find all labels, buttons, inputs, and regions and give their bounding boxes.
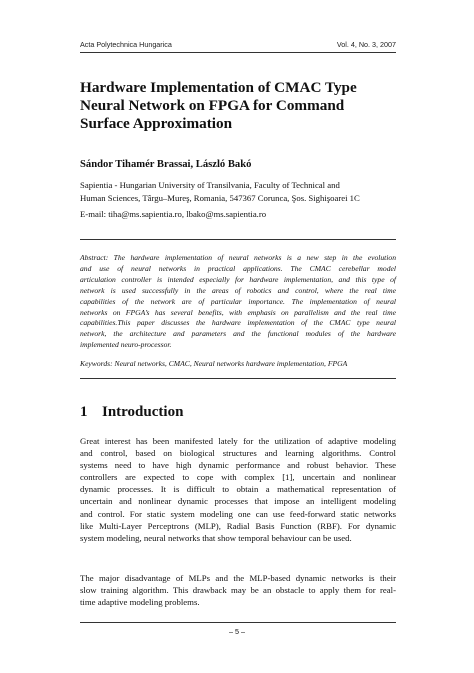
keywords: Keywords: Neural networks, CMAC, Neural networks hardware implementation, FPGA — [80, 359, 348, 368]
abstract-line: articulation controller is intended especially for hardware implementation, and this type of — [80, 274, 396, 284]
paragraph-line: systems need to have high dynamic performance and robust behavior. These — [80, 460, 396, 471]
abstract-line: Abstract: The hardware implementation of neural networks is a new step in the evolution — [80, 253, 396, 262]
abstract-line: capabilities of the network are of particular importance. The implementation of neural — [80, 296, 396, 306]
paragraph-line: and control, based on biological structures and learning algorithms. Control — [80, 448, 396, 459]
paper-title — [80, 79, 400, 133]
affiliation — [80, 179, 360, 205]
abstract-bottom-rule — [80, 378, 396, 379]
paragraph-line: Great interest has been manifested lately for the utilization of adaptive modeling — [80, 436, 396, 446]
abstract-top-rule — [80, 239, 396, 240]
journal-name: Acta Polytechnica Hungarica — [80, 40, 172, 49]
paragraph-line: time adaptive modeling problems. — [80, 597, 200, 608]
section-heading — [80, 404, 183, 421]
title-line: Hardware Implementation of CMAC Type — [80, 79, 357, 96]
paragraph-line: The major disadvantage of MLPs and the MLP-based dynamic networks is their — [80, 573, 396, 583]
paragraph-line: uncertain and nonlinear dynamic processes that impose an intelligent modeling — [80, 496, 396, 507]
section-number: 1 — [80, 404, 88, 420]
authors: Sándor Tihamér Brassai, László Bakó — [80, 159, 252, 170]
email-line: E-mail: tiha@ms.sapientia.ro, lbako@ms.sapientia.ro — [80, 209, 267, 219]
paragraph-line: dynamic processes. It is difficult to obtain a mathematical representation of — [80, 484, 396, 495]
paragraph-line: controllers are expected to cope with complex [1], uncertain and nonlinear — [80, 472, 396, 483]
abstract-line: network is used successfully in the areas of robotics and control, where the real time — [80, 285, 396, 295]
abstract-line: networks on FPGA’s has several benefits, with emphasis on parallelism and the real time — [80, 307, 396, 317]
paragraph-line: and control. For static system modeling one can use feed-forward static networks — [80, 508, 396, 519]
title-line: Surface Approximation — [80, 115, 233, 132]
body-paragraph — [80, 572, 396, 608]
abstract-line: and use of neural networks in practical applications. The CMAC cerebellar model — [80, 263, 396, 273]
volume-info: Vol. 4, No. 3, 2007 — [336, 40, 396, 49]
footer-rule — [80, 622, 396, 623]
abstract-line: capabilities.This paper discusses the hardware implementation of the CMAC type neural — [80, 318, 396, 328]
header-rule — [80, 52, 396, 53]
paragraph-line: like Multi-Layer Perceptrons (MLP), Radial Basis Function (RBF). For dynamic — [80, 520, 396, 531]
affiliation-line: Sapientia - Hungarian University of Transilvania, Faculty of Technical and — [80, 180, 340, 190]
section-title: Introduction — [102, 404, 184, 420]
abstract — [80, 253, 396, 351]
affiliation-line: Human Sciences, Târgu–Mureş, Romania, 547367 Corunca, Şos. Sighişoarei 1C — [80, 193, 360, 203]
abstract-line: implemented neuro-processor. — [80, 340, 172, 350]
paragraph-line: system modeling, neural networks that show temporal behaviour can be used. — [80, 532, 352, 543]
paragraph-line: slow training algorithm. This drawback may be an obstacle to apply them for real- — [80, 585, 396, 596]
title-line: Neural Network on FPGA for Command — [80, 97, 345, 114]
page-number: – 5 – — [229, 627, 245, 636]
body-paragraph — [80, 435, 396, 544]
abstract-line: network, the architecture and parameters and the functional modules of the hardware — [80, 329, 396, 339]
